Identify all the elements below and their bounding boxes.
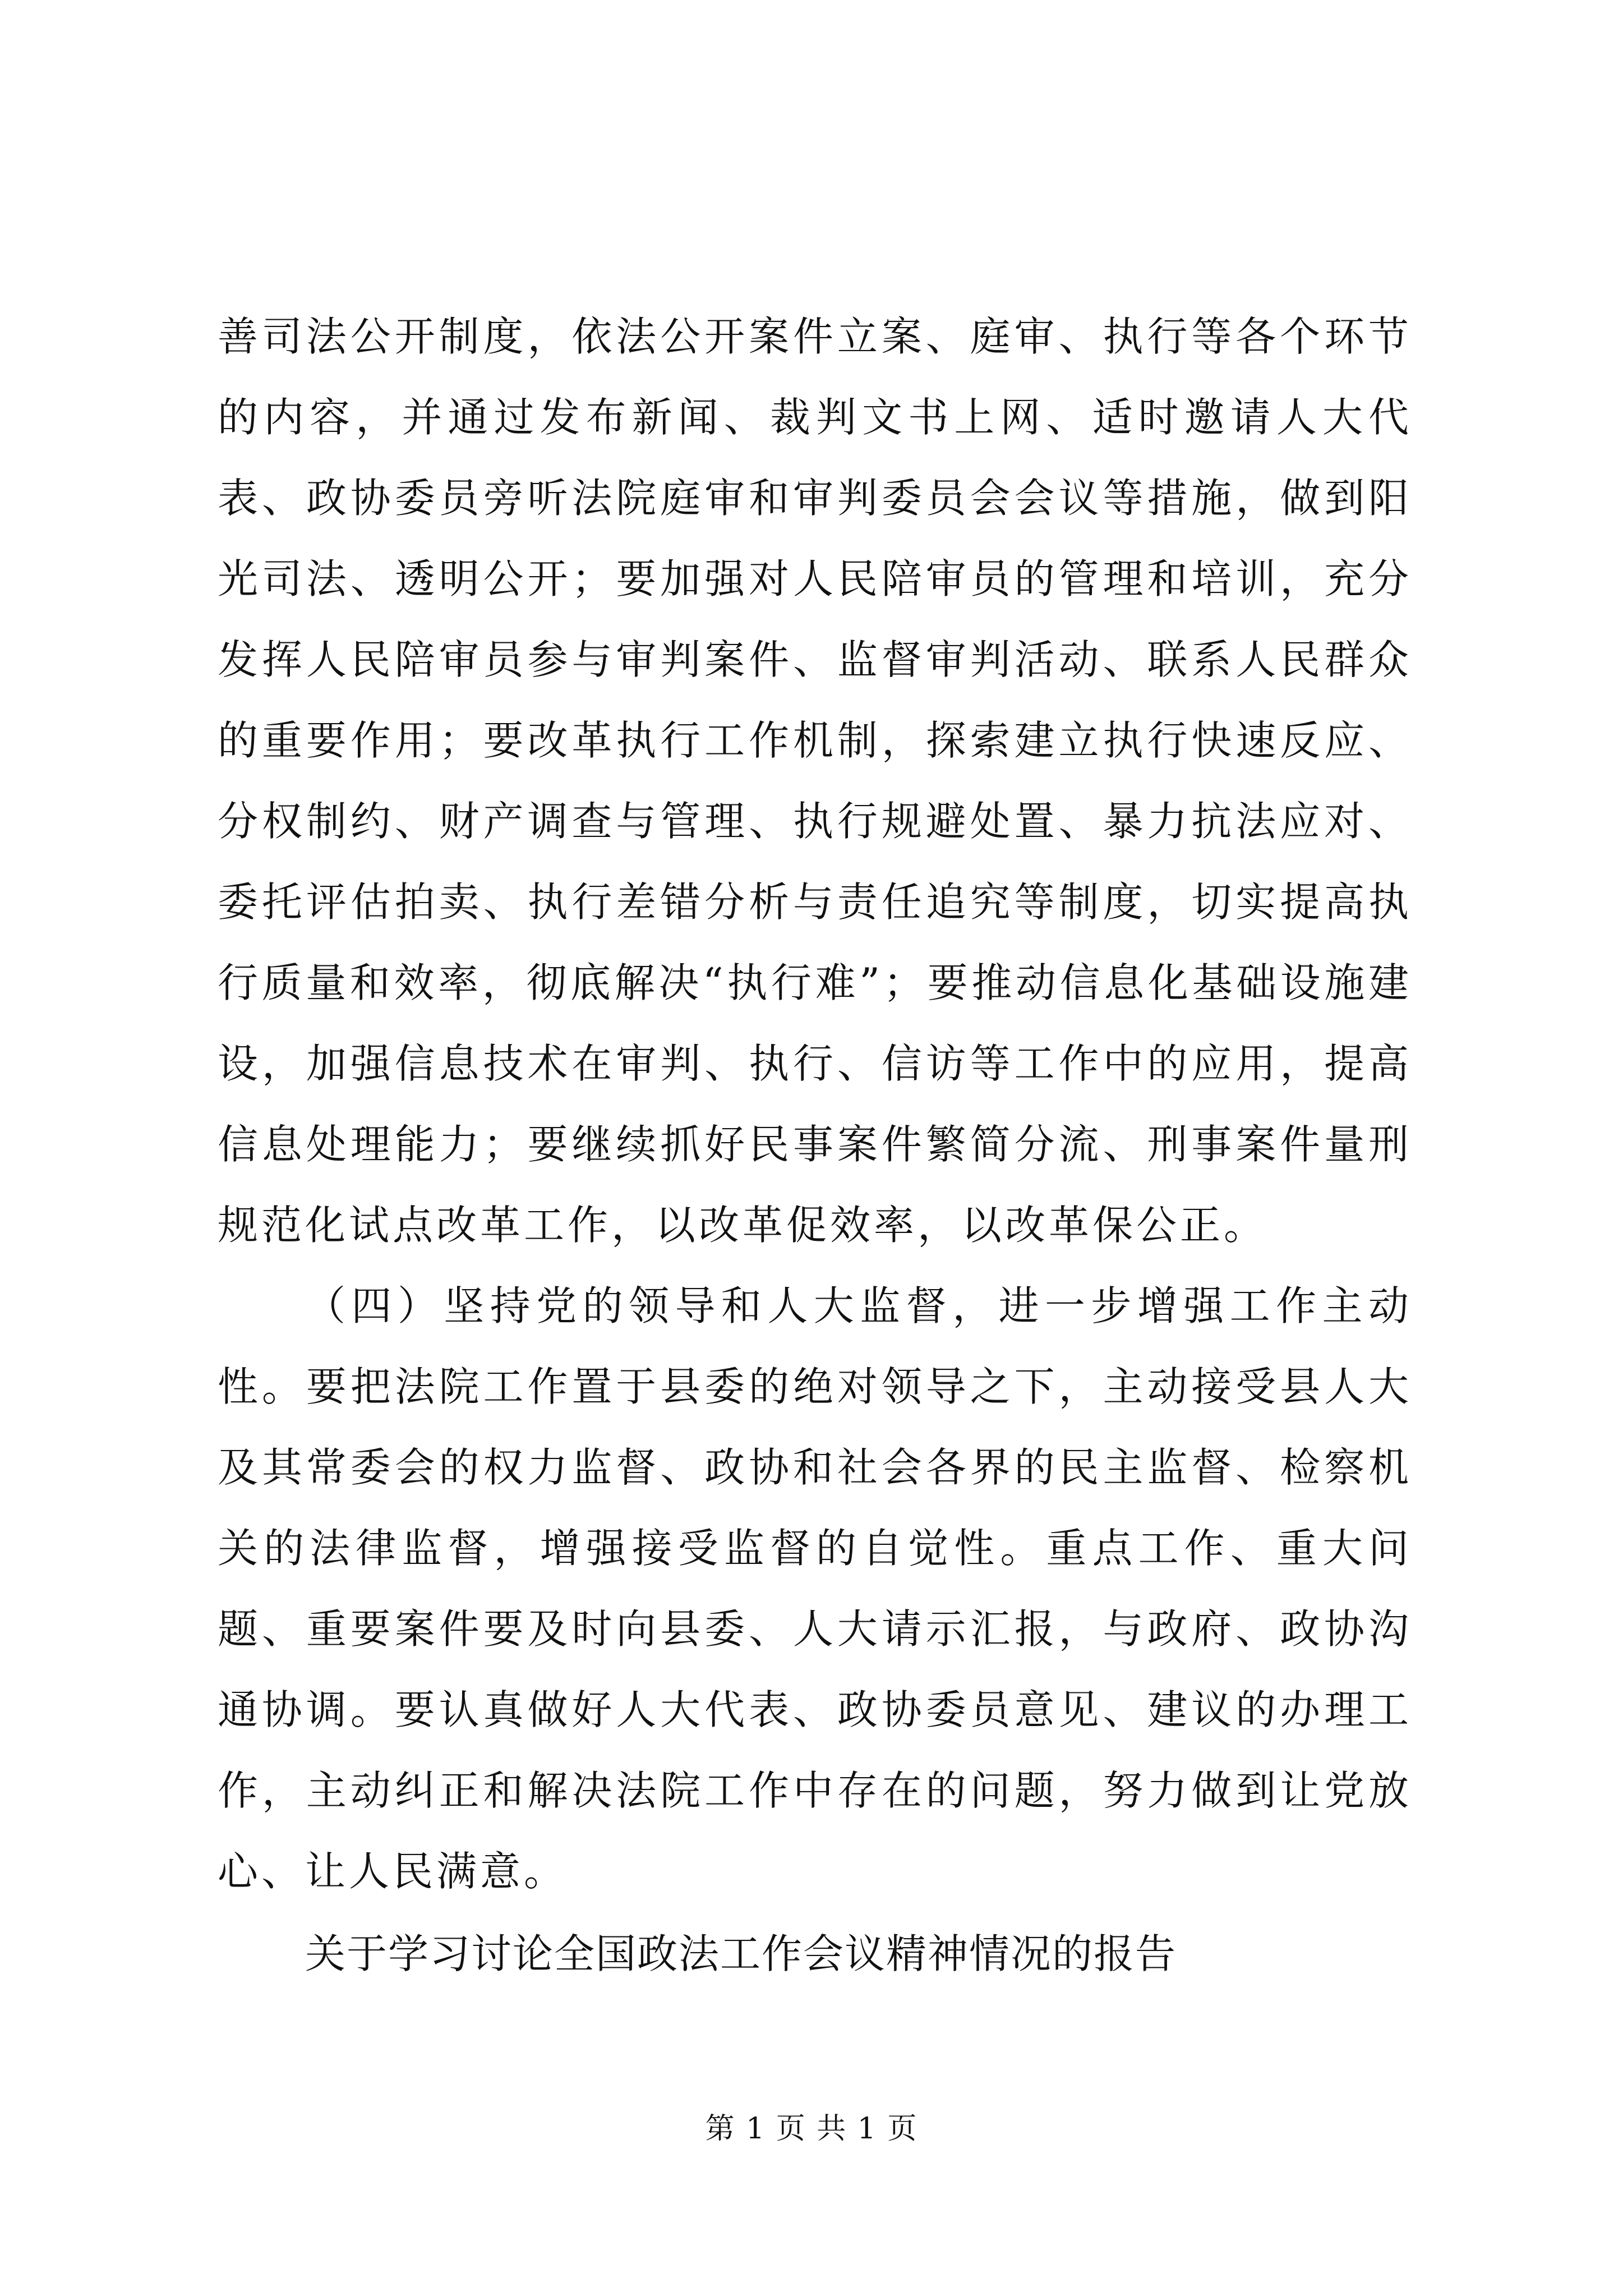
next-document-title: 关于学习讨论全国政法工作会议精神情况的报告 — [305, 1930, 1177, 1977]
paragraph-judicial-reform: 善司法公开制度，依法公开案件立案、庭审、执行等各个环节的内容，并通过发布新闻、裁判文书上网、适时邀请人大代表、政协委员旁听法院庭审和审判委员会会议等措施，做到阳光司法、透明公开；要加强对人民陪审员的管理和培训，充分发挥人民陪审员参与审判案件、监督审判活动、联系人民群众的重要作用；要改革执行工作机制，探索建立执行快速反应、分权制约、财产调查与管理、执行规避处置、暴力抗法应对、委托评估拍卖、执行差错分析与责任追究等制度，切实提高执行质量和效率，彻底解决“执行难”；要推动信息化基础设施建设，加强信息技术在审判、执行、信访等工作中的应用，提高信息处理能力；要继续抓好民事案件繁简分流、刑事案件量刑规范化试点改革工作，以改革促效率，以改革保公正。 — [218, 313, 1412, 1249]
paragraph-party-leadership: （四）坚持党的领导和人大监督，进一步增强工作主动性。要把法院工作置于县委的绝对领导之下，主动接受县人大及其常委会的权力监督、政协和社会各界的民主监督、检察机关的法律监督，增强接受监督的自觉性。重点工作、重大问题、重要案件要及时向县委、人大请示汇报，与政府、政协沟通协调。要认真做好人大代表、政协委员意见、建议的办理工作，主动纠正和解决法院工作中存在的问题，努力做到让党放心、让人民满意。 — [218, 1282, 1412, 1895]
page-footer: 第 1 页 共 1 页 — [705, 2112, 918, 2146]
document-body — [218, 296, 1412, 1996]
